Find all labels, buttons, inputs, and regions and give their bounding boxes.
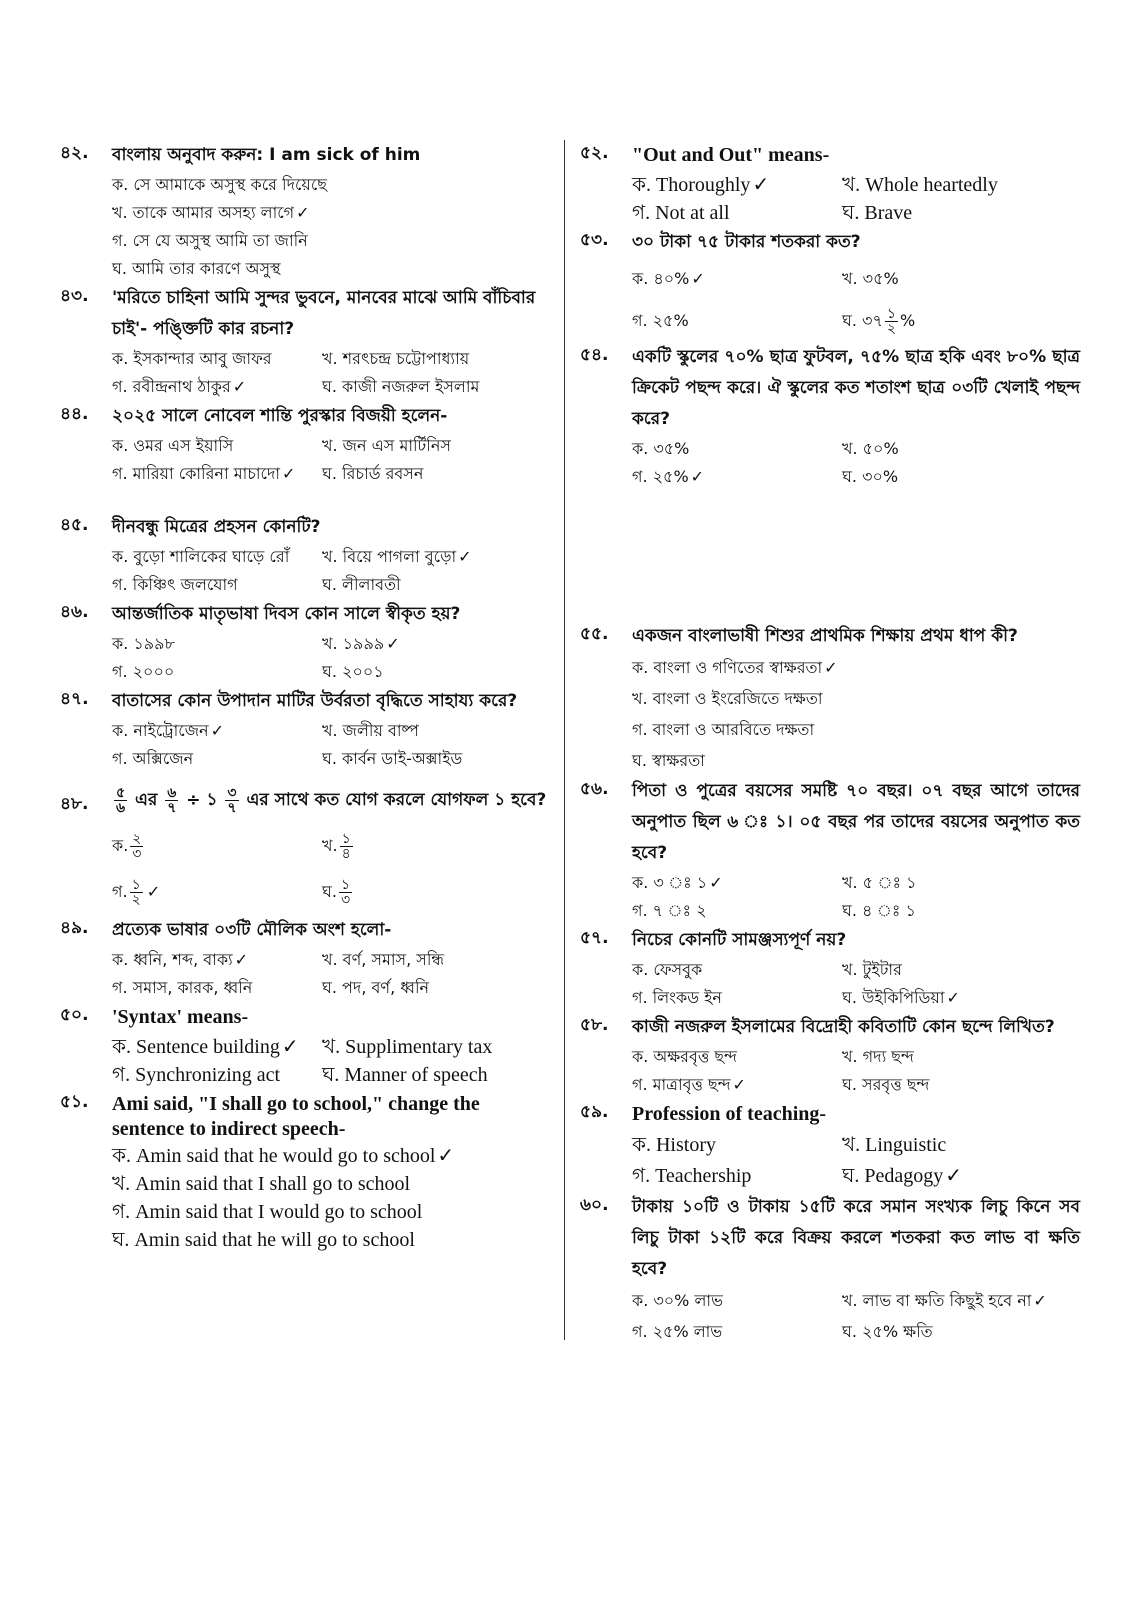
option-ga[interactable]: গ. রবীন্দ্রনাথ ঠাকুর ✓ (112, 377, 247, 396)
check-mark-icon: ✓ (386, 634, 400, 653)
option-ka[interactable]: ক. ইসকান্দার আবু জাফর (112, 349, 272, 368)
check-mark-icon: ✓ (281, 464, 296, 483)
option-kha[interactable]: খ. $\frac{১}{৪}$ (322, 831, 351, 862)
option-ga[interactable]: গ. মাত্রাবৃত্ত ছন্দ ✓ (632, 1075, 746, 1094)
option-ka[interactable]: ক. $\frac{২}{৩}$ (112, 831, 142, 862)
check-mark-icon: ✓ (437, 1145, 455, 1167)
question-58 (580, 1012, 1080, 1099)
option-ga[interactable]: গ. ২৫% লাভ (632, 1322, 723, 1341)
question-48 (60, 777, 550, 915)
option-ka[interactable]: ক. History (632, 1134, 716, 1156)
option-kha[interactable]: খ. তাকে আমার অসহ্য লাগে ✓ (112, 203, 310, 222)
question-number: ৪৯. (60, 918, 89, 938)
check-mark-icon: ✓ (146, 882, 161, 901)
question-text: প্রত্যেক ভাষার ০৩টি মৌলিক অংশ হলো- (112, 920, 392, 940)
question-text: ২০২৫ সালে নোবেল শান্তি পুরস্কার বিজয়ী হলেন- (112, 406, 448, 426)
option-gha[interactable]: ঘ. ৩৭ $\frac{১}{২}$ % (842, 306, 916, 337)
left-column (60, 140, 550, 1254)
question-text: 'মরিতে চাহিনা আমি সুন্দর ভুবনে, মানবের মাঝে আমি বাঁচিবার চাই'- পঙ্ক্তিটি কার রচনা? (112, 288, 536, 339)
question-59 (580, 1099, 1080, 1192)
question-number: ৬০. (580, 1195, 609, 1215)
option-gha[interactable]: ঘ. কাজী নজরুল ইসলাম (322, 377, 480, 396)
option-gha[interactable]: ঘ. Brave (842, 202, 913, 224)
question-text: দীনবন্ধু মিত্রের প্রহসন কোনটি? (112, 517, 321, 537)
option-gha[interactable]: ঘ. পদ, বর্ণ, ধ্বনি (322, 978, 430, 997)
option-gha[interactable]: ঘ. ৩০% (842, 467, 899, 486)
option-ka[interactable]: ক. ধ্বনি, শব্দ, বাক্য ✓ (112, 950, 249, 969)
question-45 (60, 512, 550, 599)
option-ga[interactable]: গ. ২৫% (632, 311, 689, 330)
fraction-six-sevenths: $\frac{৬}{৭}$ (167, 784, 177, 816)
option-kha[interactable]: খ. বিয়ে পাগলা বুড়ো ✓ (322, 547, 472, 566)
option-ka[interactable]: ক. বাংলা ও গণিতের স্বাক্ষরতা ✓ (632, 658, 838, 677)
option-ka[interactable]: ক. ১৯৯৮ (112, 634, 175, 653)
check-mark-icon: ✓ (1033, 1291, 1047, 1310)
question-text: Ami said, "I shall go to school," change the sentence to indirect speech- (112, 1093, 480, 1140)
option-ka[interactable]: ক. Sentence building ✓ (112, 1036, 299, 1058)
question-number: ৫২. (580, 143, 609, 163)
fraction-five-sixths: $\frac{৫}{৬}$ (116, 784, 126, 816)
question-53 (580, 227, 1080, 342)
option-ka[interactable]: ক. ৩০% লাভ (632, 1291, 723, 1310)
option-gha[interactable]: ঘ. ২০০১ (322, 662, 384, 681)
fraction-three-sevenths: $\frac{৩}{৭}$ (227, 784, 237, 816)
question-number: ৫৩. (580, 230, 609, 250)
question-46 (60, 599, 550, 686)
question-57 (580, 925, 1080, 1012)
option-gha[interactable]: ঘ. সরবৃত্ত ছন্দ (842, 1075, 930, 1094)
check-mark-icon: ✓ (709, 873, 723, 892)
option-gha[interactable]: ঘ. লীলাবতী (322, 575, 401, 594)
option-gha[interactable]: ঘ. স্বাক্ষরতা (632, 751, 705, 770)
question-number: ৫৬. (580, 779, 609, 799)
option-ka[interactable]: ক. ৪০% ✓ (632, 269, 705, 288)
option-kha[interactable]: খ. লাভ বা ক্ষতি কিছুই হবে না ✓ (842, 1291, 1047, 1310)
option-gha[interactable]: ঘ. কার্বন ডাই-অক্সাইড (322, 749, 463, 768)
question-49 (60, 915, 550, 1002)
option-ga[interactable]: গ. Amin said that I would go to school (112, 1201, 423, 1223)
option-ka[interactable]: ক. নাইট্রোজেন ✓ (112, 721, 225, 740)
option-kha[interactable]: খ. ৫ ঃ ১ (842, 873, 917, 892)
question-text: ৩০ টাকা ৭৫ টাকার শতকরা কত? (632, 232, 861, 252)
option-kha[interactable]: খ. Amin said that I shall go to school (112, 1173, 411, 1195)
question-number: ৫১. (60, 1092, 89, 1112)
option-gha[interactable]: ঘ. আমি তার কারণে অসুস্থ (112, 259, 281, 278)
question-text: একজন বাংলাভাষী শিশুর প্রাথমিক শিক্ষায় প্রথম ধাপ কী? (632, 626, 1018, 646)
option-ga[interactable]: গ. Not at all (632, 202, 730, 224)
question-text: একটি স্কুলের ৭০% ছাত্র ফুটবল, ৭৫% ছাত্র হকি এবং ৮০% ছাত্র ক্রিকেট পছন্দ করে। ঐ স্কুলের কত শতাংশ ছাত্র ০৩টি খেলাই পছন্দ করে? (632, 347, 1080, 429)
question-44 (60, 401, 550, 488)
check-mark-icon: ✓ (234, 950, 249, 969)
question-42 (60, 140, 550, 283)
option-gha[interactable]: ঘ. উইকিপিডিয়া ✓ (842, 988, 960, 1007)
check-mark-icon: ✓ (458, 547, 472, 566)
option-gha[interactable]: ঘ. $\frac{১}{৩}$ (322, 877, 351, 908)
option-kha[interactable]: খ. Whole heartedly (842, 174, 998, 196)
question-text: 'Syntax' means- (112, 1006, 249, 1028)
question-52 (580, 140, 1080, 227)
question-number: ৫৪. (580, 345, 609, 365)
option-ga[interactable]: গ. বাংলা ও আরবিতে দক্ষতা (632, 720, 815, 739)
option-ka[interactable]: ক. Thoroughly ✓ (632, 174, 770, 196)
option-gha[interactable]: ঘ. ৪ ঃ ১ (842, 901, 916, 920)
check-mark-icon: ✓ (691, 269, 705, 288)
option-gha[interactable]: ঘ. রিচার্ড রবসন (322, 464, 424, 483)
option-ga[interactable]: গ. ৭ ঃ ২ (632, 901, 707, 920)
option-kha[interactable]: খ. গদ্য ছন্দ (842, 1047, 914, 1066)
check-mark-icon: ✓ (732, 1075, 746, 1094)
option-ka[interactable]: ক. অক্ষরবৃত্ত ছন্দ (632, 1047, 737, 1066)
question-54 (580, 342, 1080, 491)
option-kha[interactable]: খ. বাংলা ও ইংরেজিতে দক্ষতা (632, 689, 823, 708)
question-text: বাংলায় অনুবাদ করুন: I am sick of him (112, 145, 421, 165)
option-kha[interactable]: খ. টুইটার (842, 960, 902, 979)
question-text: $\frac{৫}{৬}$ এর $\frac{৬}{৭}$ ÷ ১ $\frac{৩}{৭}$ এর সাথে কত যোগ করলে যোগফল ১ হবে? (116, 784, 547, 816)
option-gha[interactable]: ঘ. Manner of speech (322, 1064, 488, 1086)
option-ka[interactable]: ক. Amin said that he would go to school ✓ (112, 1145, 455, 1167)
question-51 (60, 1089, 550, 1254)
check-mark-icon: ✓ (946, 988, 960, 1007)
question-text: টাকায় ১০টি ও টাকায় ১৫টি করে সমান সংখ্যক লিচু কিনে সব লিচু টাকা ১২টি করে বিক্রয় করলে শতকরা কত লাভ বা ক্ষতি হবে? (632, 1197, 1080, 1279)
question-text: কাজী নজরুল ইসলামের বিদ্রোহী কবিতাটি কোন ছন্দে লিখিত? (632, 1017, 1055, 1037)
question-text: "Out and Out" means- (632, 144, 830, 166)
option-kha[interactable]: খ. বর্ণ, সমাস, সন্ধি (322, 950, 445, 969)
option-ga[interactable]: গ. ২৫% ✓ (632, 467, 705, 486)
option-ga[interactable]: গ. Synchronizing act (112, 1064, 281, 1086)
check-mark-icon: ✓ (752, 174, 770, 196)
question-number: ৪৮. (60, 794, 89, 814)
question-number: ৪৩. (60, 286, 89, 306)
check-mark-icon: ✓ (296, 203, 310, 222)
option-ka[interactable]: ক. ওমর এস ইয়াসি (112, 436, 234, 455)
option-kha[interactable]: খ. Linguistic (842, 1134, 947, 1156)
question-number: ৫৮. (580, 1015, 609, 1035)
option-ka[interactable]: ক. সে আমাকে অসুস্থ করে দিয়েছে (112, 175, 327, 194)
question-number: ৪২. (60, 143, 89, 163)
option-kha[interactable]: খ. শরৎচন্দ্র চট্টোপাধ্যায় (322, 349, 470, 368)
option-ga[interactable]: গ. কিঞ্চিৎ জলযোগ (112, 575, 238, 594)
option-gha[interactable]: ঘ. Pedagogy ✓ (842, 1165, 962, 1187)
check-mark-icon: ✓ (210, 721, 225, 740)
option-ga[interactable]: গ. সমাস, কারক, ধ্বনি (112, 978, 253, 997)
right-column (580, 140, 1080, 1347)
question-number: ৫০. (60, 1005, 89, 1025)
option-gha[interactable]: ঘ. ২৫% ক্ষতি (842, 1322, 933, 1341)
option-ga[interactable]: গ. লিংকড ইন (632, 988, 722, 1007)
option-kha[interactable]: খ. ৫০% (842, 439, 899, 458)
question-number: ৪৫. (60, 515, 89, 535)
option-ga[interactable]: গ. $\frac{১}{২}$ ✓ (112, 877, 161, 908)
question-number: ৫৭. (580, 928, 609, 948)
question-60 (580, 1192, 1080, 1347)
question-43 (60, 283, 550, 401)
check-mark-icon: ✓ (945, 1165, 962, 1187)
question-text: আন্তর্জাতিক মাতৃভাষা দিবস কোন সালে স্বীকৃত হয়? (112, 604, 461, 624)
option-ga[interactable]: গ. ২০০০ (112, 662, 175, 681)
question-55 (580, 621, 1080, 776)
option-gha[interactable]: ঘ. Amin said that he will go to school (112, 1229, 415, 1251)
question-number: ৫৫. (580, 624, 609, 644)
check-mark-icon: ✓ (281, 1036, 299, 1058)
option-kha[interactable]: খ. জন এস মার্টিনিস (322, 436, 451, 455)
check-mark-icon: ✓ (232, 377, 247, 396)
option-ka[interactable]: ক. বুড়ো শালিকের ঘাড়ে রোঁ (112, 547, 290, 566)
question-text: Profession of teaching- (632, 1103, 827, 1125)
question-50 (60, 1002, 550, 1089)
option-ka[interactable]: ক. ৩ ঃ ১ ✓ (632, 873, 723, 892)
option-kha[interactable]: খ. ১৯৯৯ ✓ (322, 634, 400, 653)
question-number: ৪৬. (60, 602, 89, 622)
question-47 (60, 686, 550, 773)
option-kha[interactable]: খ. ৩৫% (842, 269, 899, 288)
option-ga[interactable]: গ. মারিয়া কোরিনা মাচাদো ✓ (112, 464, 296, 483)
question-number: ৪৭. (60, 689, 89, 709)
question-number: ৫৯. (580, 1102, 609, 1122)
option-kha[interactable]: খ. জলীয় বাষ্প (322, 721, 419, 740)
option-ka[interactable]: ক. ৩৫% (632, 439, 690, 458)
option-ga[interactable]: গ. Teachership (632, 1165, 752, 1187)
question-number: ৪৪. (60, 404, 89, 424)
option-ga[interactable]: গ. অক্সিজেন (112, 749, 194, 768)
check-mark-icon: ✓ (824, 658, 838, 677)
column-divider (564, 140, 565, 1340)
option-ka[interactable]: ক. ফেসবুক (632, 960, 703, 979)
question-text: পিতা ও পুত্রের বয়সের সমষ্টি ৭০ বছর। ০৭ বছর আগে তাদের অনুপাত ছিল ৬ ঃ ১। ০৫ বছর পর তাদের বয়সের অনুপাত কত হবে? (632, 781, 1080, 863)
question-text: নিচের কোনটি সামঞ্জস্যপূর্ণ নয়? (632, 930, 847, 950)
check-mark-icon: ✓ (690, 467, 705, 486)
option-ga[interactable]: গ. সে যে অসুস্থ আমি তা জানি (112, 231, 308, 250)
question-text: বাতাসের কোন উপাদান মাটির উর্বরতা বৃদ্ধিতে সাহায্য করে? (112, 691, 518, 711)
option-kha[interactable]: খ. Supplimentary tax (322, 1036, 493, 1058)
question-56 (580, 776, 1080, 925)
